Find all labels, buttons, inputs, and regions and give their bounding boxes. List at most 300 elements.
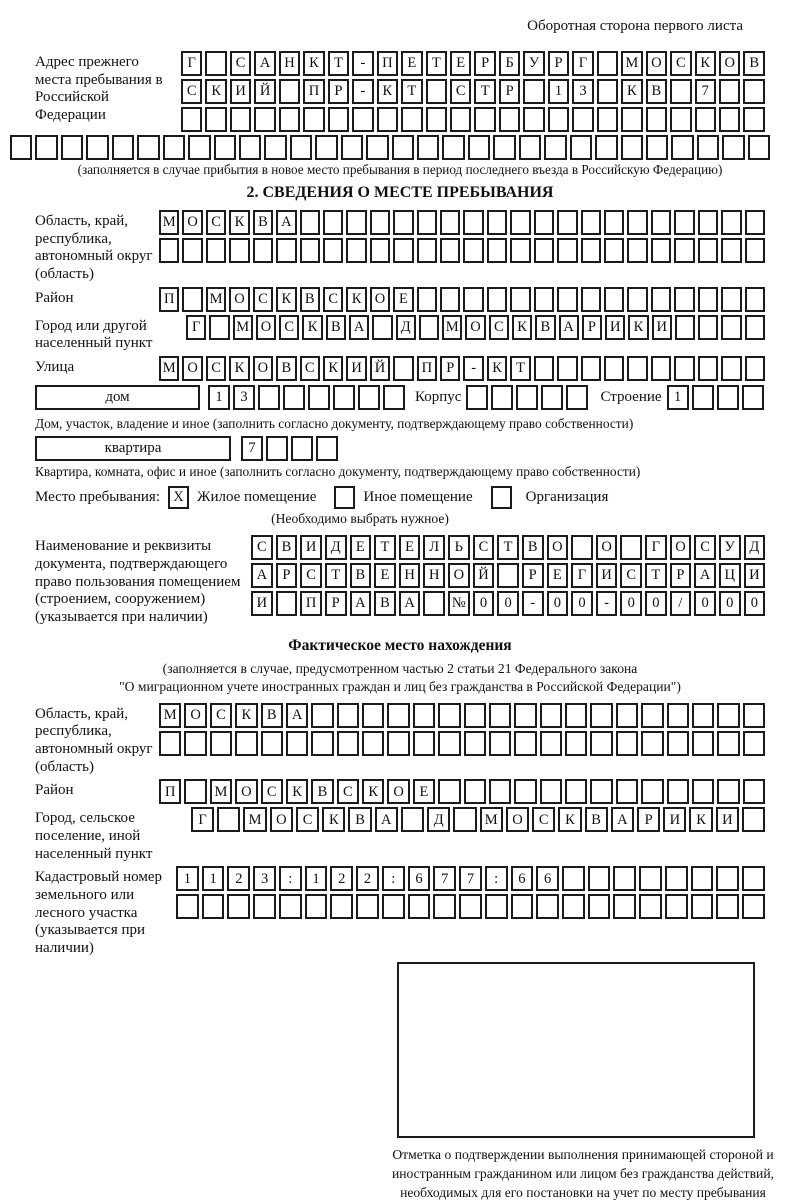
form-cell[interactable] [717,731,739,756]
form-cell[interactable] [571,535,593,560]
form-cell[interactable] [184,779,206,804]
form-cell[interactable]: Т [497,535,519,560]
form-cell[interactable] [536,894,559,919]
form-cell[interactable]: М [621,51,642,76]
form-cell[interactable] [176,894,199,919]
form-cell[interactable]: О [370,287,390,312]
form-cell[interactable] [639,866,662,891]
form-cell[interactable]: С [450,79,471,104]
form-cell[interactable] [417,238,437,263]
form-cell[interactable]: 0 [571,591,593,616]
form-cell[interactable] [671,135,693,160]
form-cell[interactable] [464,779,486,804]
form-cell[interactable] [419,315,439,340]
form-cell[interactable] [283,385,305,410]
form-cell[interactable]: - [352,51,373,76]
form-cell[interactable] [627,356,647,381]
form-cell[interactable] [616,731,638,756]
form-cell[interactable] [674,356,694,381]
form-cell[interactable] [279,107,300,132]
form-cell[interactable] [209,315,229,340]
form-cell[interactable] [604,287,624,312]
form-cell[interactable] [613,866,636,891]
form-cell[interactable]: К [621,79,642,104]
form-cell[interactable]: П [377,51,398,76]
form-cell[interactable]: М [233,315,253,340]
form-cell[interactable]: Т [401,79,422,104]
form-cell[interactable] [205,107,226,132]
form-cell[interactable] [358,385,380,410]
form-cell[interactable]: Е [374,563,396,588]
form-cell[interactable]: В [276,356,296,381]
form-cell[interactable]: К [362,779,384,804]
form-cell[interactable]: Д [427,807,450,832]
form-cell[interactable] [691,894,714,919]
form-cell[interactable] [182,238,202,263]
form-cell[interactable] [337,731,359,756]
form-cell[interactable] [264,135,286,160]
form-cell[interactable]: Т [374,535,396,560]
form-cell[interactable]: Е [393,287,413,312]
form-cell[interactable]: О [646,51,667,76]
form-cell[interactable] [534,210,554,235]
form-cell[interactable]: Р [499,79,520,104]
form-cell[interactable] [692,385,714,410]
form-cell[interactable] [493,135,515,160]
form-cell[interactable]: : [382,866,405,891]
form-cell[interactable] [61,135,83,160]
form-cell[interactable] [565,703,587,728]
form-cell[interactable]: 7 [459,866,482,891]
form-cell[interactable]: 3 [253,866,276,891]
form-cell[interactable]: Т [510,356,530,381]
form-cell[interactable] [423,591,445,616]
form-cell[interactable] [387,731,409,756]
form-cell[interactable] [487,210,507,235]
form-cell[interactable]: О [184,703,206,728]
form-cell[interactable] [523,79,544,104]
form-cell[interactable]: Л [423,535,445,560]
form-cell[interactable] [721,315,741,340]
form-cell[interactable]: М [206,287,226,312]
form-cell[interactable]: / [670,591,692,616]
form-cell[interactable] [181,107,202,132]
form-cell[interactable] [440,238,460,263]
form-cell[interactable] [205,51,226,76]
form-cell[interactable] [489,703,511,728]
checkbox-other-premises[interactable] [334,486,355,509]
form-cell[interactable]: 0 [694,591,716,616]
form-cell[interactable] [621,135,643,160]
form-cell[interactable]: А [286,703,308,728]
form-cell[interactable] [544,135,566,160]
form-cell[interactable] [258,385,280,410]
form-cell[interactable] [565,779,587,804]
form-cell[interactable]: К [377,79,398,104]
form-cell[interactable] [497,563,519,588]
form-cell[interactable]: Г [191,807,214,832]
form-cell[interactable]: В [646,79,667,104]
form-cell[interactable] [466,385,488,410]
form-cell[interactable] [372,315,392,340]
form-cell[interactable] [692,779,714,804]
form-cell[interactable] [641,731,663,756]
form-cell[interactable] [572,107,593,132]
form-cell[interactable] [719,79,740,104]
form-cell[interactable]: : [485,866,508,891]
form-cell[interactable] [597,51,618,76]
form-cell[interactable] [300,238,320,263]
form-cell[interactable]: Г [645,535,667,560]
form-cell[interactable] [510,238,530,263]
form-cell[interactable] [742,866,765,891]
form-cell[interactable]: С [279,315,299,340]
form-cell[interactable] [276,591,298,616]
form-cell[interactable] [290,135,312,160]
confirmation-stamp-box[interactable] [397,962,755,1138]
form-cell[interactable]: 0 [497,591,519,616]
form-cell[interactable]: В [300,287,320,312]
form-cell[interactable]: С [323,287,343,312]
form-cell[interactable] [646,135,668,160]
form-cell[interactable] [356,894,379,919]
form-cell[interactable]: С [300,563,322,588]
form-cell[interactable] [540,779,562,804]
form-cell[interactable]: К [235,703,257,728]
form-cell[interactable] [323,238,343,263]
form-cell[interactable] [206,238,226,263]
form-cell[interactable]: Е [399,535,421,560]
form-cell[interactable] [639,894,662,919]
form-cell[interactable] [214,135,236,160]
form-cell[interactable] [721,287,741,312]
form-cell[interactable]: О [670,535,692,560]
form-cell[interactable]: К [346,287,366,312]
form-cell[interactable]: 3 [572,79,593,104]
form-cell[interactable] [595,135,617,160]
form-cell[interactable]: В [326,315,346,340]
form-cell[interactable] [408,894,431,919]
form-cell[interactable] [742,807,765,832]
form-cell[interactable]: Н [399,563,421,588]
form-cell[interactable] [202,894,225,919]
form-cell[interactable]: А [399,591,421,616]
form-cell[interactable]: 1 [208,385,230,410]
form-cell[interactable] [230,107,251,132]
form-cell[interactable]: В [374,591,396,616]
form-cell[interactable] [616,779,638,804]
form-cell[interactable]: 1 [202,866,225,891]
form-cell[interactable] [362,731,384,756]
form-cell[interactable]: : [279,866,302,891]
form-cell[interactable] [266,436,288,461]
form-cell[interactable]: Т [328,51,349,76]
form-cell[interactable]: Д [744,535,766,560]
form-cell[interactable]: Г [186,315,206,340]
form-cell[interactable]: 0 [473,591,495,616]
form-cell[interactable] [557,210,577,235]
form-cell[interactable] [377,107,398,132]
form-cell[interactable]: О [182,210,202,235]
form-cell[interactable]: С [670,51,691,76]
form-cell[interactable] [328,107,349,132]
form-cell[interactable]: О [229,287,249,312]
form-cell[interactable] [534,356,554,381]
form-cell[interactable]: А [694,563,716,588]
form-cell[interactable]: Р [276,563,298,588]
form-cell[interactable] [641,779,663,804]
form-cell[interactable] [675,315,695,340]
form-cell[interactable] [562,894,585,919]
form-cell[interactable]: В [311,779,333,804]
form-cell[interactable] [463,238,483,263]
form-cell[interactable]: Е [401,51,422,76]
form-cell[interactable]: К [512,315,532,340]
form-cell[interactable]: Р [522,563,544,588]
form-cell[interactable] [210,731,232,756]
form-cell[interactable]: Т [426,51,447,76]
form-cell[interactable] [35,135,57,160]
form-cell[interactable] [279,894,302,919]
form-cell[interactable]: К [689,807,712,832]
form-cell[interactable]: И [230,79,251,104]
form-cell[interactable] [401,807,424,832]
form-cell[interactable] [311,703,333,728]
form-cell[interactable]: А [611,807,634,832]
form-cell[interactable] [621,107,642,132]
form-cell[interactable]: № [448,591,470,616]
form-cell[interactable] [548,107,569,132]
form-cell[interactable] [413,731,435,756]
form-cell[interactable] [540,703,562,728]
form-cell[interactable] [417,135,439,160]
form-cell[interactable]: Ь [448,535,470,560]
form-cell[interactable]: В [348,807,371,832]
form-cell[interactable]: С [532,807,555,832]
form-cell[interactable] [217,807,240,832]
form-cell[interactable]: В [261,703,283,728]
form-cell[interactable]: - [352,79,373,104]
form-cell[interactable] [692,731,714,756]
form-cell[interactable] [743,107,764,132]
form-cell[interactable]: С [300,356,320,381]
form-cell[interactable]: Р [474,51,495,76]
form-cell[interactable]: С [206,356,226,381]
form-cell[interactable]: К [229,210,249,235]
form-cell[interactable]: В [276,535,298,560]
form-cell[interactable]: А [349,315,369,340]
form-cell[interactable]: - [463,356,483,381]
form-cell[interactable] [590,779,612,804]
form-cell[interactable]: М [159,210,179,235]
form-cell[interactable]: М [159,703,181,728]
form-cell[interactable]: Б [499,51,520,76]
form-cell[interactable]: К [322,807,345,832]
form-cell[interactable] [557,287,577,312]
form-cell[interactable] [10,135,32,160]
form-cell[interactable] [721,238,741,263]
form-cell[interactable]: Р [548,51,569,76]
form-cell[interactable] [459,894,482,919]
form-cell[interactable]: Е [350,535,372,560]
form-cell[interactable]: 0 [719,591,741,616]
form-cell[interactable] [557,238,577,263]
form-cell[interactable]: П [417,356,437,381]
form-cell[interactable] [438,731,460,756]
form-cell[interactable]: В [585,807,608,832]
form-cell[interactable] [698,287,718,312]
form-cell[interactable] [651,356,671,381]
form-cell[interactable] [426,79,447,104]
form-cell[interactable] [613,894,636,919]
form-cell[interactable] [510,287,530,312]
form-cell[interactable] [253,894,276,919]
form-cell[interactable]: Н [279,51,300,76]
form-cell[interactable] [440,287,460,312]
form-cell[interactable] [716,866,739,891]
form-cell[interactable] [581,287,601,312]
form-cell[interactable] [745,356,765,381]
form-cell[interactable]: С [210,703,232,728]
form-cell[interactable]: Р [637,807,660,832]
form-cell[interactable]: В [743,51,764,76]
form-cell[interactable]: М [159,356,179,381]
form-cell[interactable]: Р [670,563,692,588]
form-cell[interactable]: 2 [330,866,353,891]
form-cell[interactable]: Е [450,51,471,76]
form-cell[interactable]: С [253,287,273,312]
form-cell[interactable] [159,238,179,263]
form-cell[interactable] [227,894,250,919]
form-cell[interactable]: К [558,807,581,832]
form-cell[interactable] [261,731,283,756]
form-cell[interactable] [308,385,330,410]
form-cell[interactable] [717,779,739,804]
form-cell[interactable] [235,731,257,756]
form-cell[interactable] [337,703,359,728]
form-cell[interactable] [440,210,460,235]
form-cell[interactable] [514,779,536,804]
form-cell[interactable] [159,731,181,756]
form-cell[interactable] [742,385,764,410]
form-cell[interactable] [698,356,718,381]
form-cell[interactable] [362,703,384,728]
form-cell[interactable]: Р [440,356,460,381]
form-cell[interactable] [514,731,536,756]
form-cell[interactable] [674,210,694,235]
form-cell[interactable]: 7 [241,436,263,461]
form-cell[interactable]: Т [645,563,667,588]
form-cell[interactable] [516,385,538,410]
form-cell[interactable] [323,210,343,235]
form-cell[interactable] [745,210,765,235]
form-cell[interactable] [370,210,390,235]
form-cell[interactable] [665,866,688,891]
form-cell[interactable]: В [253,210,273,235]
form-cell[interactable] [254,107,275,132]
form-cell[interactable]: 1 [667,385,689,410]
form-cell[interactable] [433,894,456,919]
form-cell[interactable] [581,238,601,263]
form-cell[interactable]: 2 [227,866,250,891]
form-cell[interactable]: С [620,563,642,588]
form-cell[interactable] [392,135,414,160]
form-cell[interactable] [604,210,624,235]
form-cell[interactable]: И [596,563,618,588]
form-cell[interactable] [370,238,390,263]
form-cell[interactable] [742,894,765,919]
form-cell[interactable]: А [559,315,579,340]
form-cell[interactable] [346,238,366,263]
form-cell[interactable] [719,107,740,132]
form-cell[interactable]: К [487,356,507,381]
form-cell[interactable] [276,238,296,263]
form-cell[interactable]: Т [474,79,495,104]
form-cell[interactable] [499,107,520,132]
form-cell[interactable] [667,731,689,756]
form-cell[interactable] [721,356,741,381]
form-cell[interactable]: - [596,591,618,616]
form-cell[interactable]: 0 [547,591,569,616]
form-cell[interactable] [346,210,366,235]
form-cell[interactable] [239,135,261,160]
form-cell[interactable] [620,535,642,560]
form-cell[interactable]: У [719,535,741,560]
form-cell[interactable] [627,287,647,312]
form-cell[interactable]: 3 [233,385,255,410]
form-cell[interactable] [417,210,437,235]
form-cell[interactable] [557,356,577,381]
form-cell[interactable]: Р [328,79,349,104]
form-cell[interactable]: К [628,315,648,340]
form-cell[interactable] [463,210,483,235]
form-cell[interactable]: О [719,51,740,76]
form-cell[interactable]: С [181,79,202,104]
form-cell[interactable]: О [253,356,273,381]
form-cell[interactable] [401,107,422,132]
form-cell[interactable]: К [229,356,249,381]
form-cell[interactable] [565,731,587,756]
form-cell[interactable] [562,866,585,891]
form-cell[interactable]: А [251,563,273,588]
form-cell[interactable] [570,135,592,160]
checkbox-organization[interactable] [491,486,512,509]
form-cell[interactable] [581,210,601,235]
form-cell[interactable] [745,315,765,340]
form-cell[interactable]: Е [547,563,569,588]
form-cell[interactable]: С [230,51,251,76]
form-cell[interactable] [489,731,511,756]
form-cell[interactable] [519,135,541,160]
form-cell[interactable]: О [547,535,569,560]
form-cell[interactable]: П [300,591,322,616]
form-cell[interactable]: К [205,79,226,104]
form-cell[interactable] [651,210,671,235]
form-cell[interactable] [333,385,355,410]
form-cell[interactable]: О [256,315,276,340]
form-cell[interactable]: И [663,807,686,832]
form-cell[interactable]: Т [325,563,347,588]
form-cell[interactable]: Г [572,51,593,76]
form-cell[interactable] [697,135,719,160]
form-cell[interactable]: М [243,807,266,832]
form-cell[interactable]: В [350,563,372,588]
form-cell[interactable]: К [286,779,308,804]
form-cell[interactable] [291,436,313,461]
form-cell[interactable] [330,894,353,919]
form-cell[interactable]: О [448,563,470,588]
form-cell[interactable]: 2 [356,866,379,891]
